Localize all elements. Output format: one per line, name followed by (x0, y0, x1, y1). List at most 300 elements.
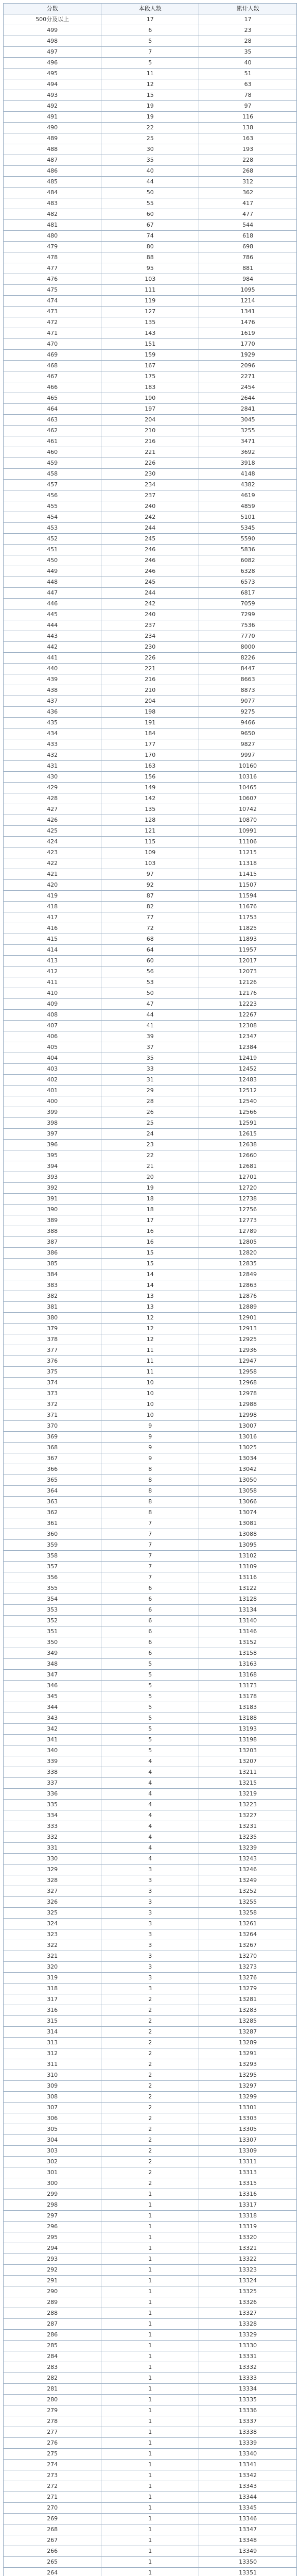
table-row (4, 2113, 297, 2124)
segment-count-cell: 31 (101, 1075, 199, 1086)
table-row (4, 923, 297, 934)
table-row (4, 382, 297, 393)
table-row (4, 361, 297, 371)
segment-count-cell: 5 (101, 1713, 199, 1724)
score-cell: 264 (4, 2568, 101, 2576)
score-cell: 403 (4, 1064, 101, 1075)
table-row (4, 1334, 297, 1345)
cumulative-count-cell: 8447 (199, 664, 297, 674)
cumulative-count-cell: 1476 (199, 317, 297, 328)
table-row (4, 2038, 297, 2048)
table-row (4, 2405, 297, 2416)
score-cell: 406 (4, 1031, 101, 1042)
table-row (4, 1237, 297, 1248)
segment-count-cell: 20 (101, 1172, 199, 1183)
cumulative-count-cell: 13305 (199, 2124, 297, 2135)
cumulative-count-cell: 13207 (199, 1756, 297, 1767)
cumulative-count-cell: 6573 (199, 577, 297, 588)
score-cell: 364 (4, 1486, 101, 1497)
segment-count-cell: 5 (101, 58, 199, 69)
cumulative-count-cell: 13134 (199, 1605, 297, 1616)
score-cell: 412 (4, 967, 101, 977)
table-row (4, 123, 297, 133)
table-row (4, 772, 297, 783)
cumulative-count-cell: 10316 (199, 772, 297, 783)
segment-count-cell: 6 (101, 1594, 199, 1605)
segment-count-cell: 246 (101, 545, 199, 555)
cumulative-count-cell: 12978 (199, 1388, 297, 1399)
segment-count-cell: 12 (101, 1313, 199, 1324)
segment-count-cell: 18 (101, 1205, 199, 1215)
table-row (4, 1302, 297, 1313)
segment-count-cell: 1 (101, 2481, 199, 2492)
segment-count-cell: 183 (101, 382, 199, 393)
score-cell: 311 (4, 2059, 101, 2070)
segment-count-cell: 3 (101, 1919, 199, 1929)
table-row (4, 426, 297, 436)
cumulative-count-cell: 10160 (199, 761, 297, 772)
table-row (4, 1691, 297, 1702)
score-cell: 479 (4, 242, 101, 252)
score-cell: 380 (4, 1313, 101, 1324)
cumulative-count-cell: 13346 (199, 2514, 297, 2524)
cumulative-count-cell: 268 (199, 166, 297, 177)
score-cell: 425 (4, 826, 101, 837)
segment-count-cell: 5 (101, 1670, 199, 1681)
segment-count-cell: 135 (101, 804, 199, 815)
table-row (4, 2005, 297, 2016)
segment-count-cell: 39 (101, 1031, 199, 1042)
table-row (4, 339, 297, 350)
table-row (4, 2016, 297, 2027)
cumulative-count-cell: 138 (199, 123, 297, 133)
table-row (4, 1497, 297, 1507)
segment-count-cell: 5 (101, 36, 199, 47)
score-cell: 390 (4, 1205, 101, 1215)
cumulative-count-cell: 7536 (199, 620, 297, 631)
segment-count-cell: 5 (101, 1691, 199, 1702)
cumulative-count-cell: 11415 (199, 869, 297, 880)
score-cell: 448 (4, 577, 101, 588)
segment-count-cell: 103 (101, 274, 199, 285)
cumulative-count-cell: 13285 (199, 2016, 297, 2027)
table-row (4, 1183, 297, 1194)
table-row (4, 2427, 297, 2438)
score-cell: 393 (4, 1172, 101, 1183)
cumulative-count-cell: 13289 (199, 2038, 297, 2048)
table-row (4, 988, 297, 999)
cumulative-count-cell: 2841 (199, 404, 297, 415)
cumulative-count-cell: 13095 (199, 1540, 297, 1551)
table-row (4, 1875, 297, 1886)
table-row (4, 2222, 297, 2232)
table-row (4, 2460, 297, 2470)
cumulative-count-cell: 3692 (199, 447, 297, 458)
cumulative-count-cell: 13327 (199, 2308, 297, 2319)
segment-count-cell: 4 (101, 1810, 199, 1821)
score-cell: 379 (4, 1324, 101, 1334)
cumulative-count-cell: 13188 (199, 1713, 297, 1724)
cumulative-count-cell: 13299 (199, 2092, 297, 2103)
cumulative-count-cell: 13337 (199, 2416, 297, 2427)
score-cell: 340 (4, 1745, 101, 1756)
segment-count-cell: 50 (101, 988, 199, 999)
cumulative-count-cell: 12452 (199, 1064, 297, 1075)
cumulative-count-cell: 3471 (199, 436, 297, 447)
score-cell: 384 (4, 1269, 101, 1280)
table-row (4, 1421, 297, 1432)
segment-count-cell: 9 (101, 1421, 199, 1432)
segment-count-cell: 216 (101, 436, 199, 447)
cumulative-count-cell: 4148 (199, 469, 297, 480)
table-row (4, 2048, 297, 2059)
score-cell: 265 (4, 2557, 101, 2568)
segment-count-cell: 226 (101, 458, 199, 469)
cumulative-count-cell: 10465 (199, 783, 297, 793)
table-row (4, 404, 297, 415)
cumulative-count-cell: 6817 (199, 588, 297, 599)
cumulative-count-cell: 13328 (199, 2319, 297, 2330)
cumulative-count-cell: 12681 (199, 1161, 297, 1172)
cumulative-count-cell: 193 (199, 144, 297, 155)
cumulative-count-cell: 13335 (199, 2395, 297, 2405)
segment-count-cell: 9 (101, 1432, 199, 1443)
segment-count-cell: 8 (101, 1486, 199, 1497)
score-cell: 338 (4, 1767, 101, 1778)
table-row (4, 166, 297, 177)
segment-count-cell: 230 (101, 642, 199, 653)
score-cell: 396 (4, 1140, 101, 1150)
segment-count-cell: 237 (101, 620, 199, 631)
segment-count-cell: 67 (101, 220, 199, 231)
cumulative-count-cell: 2096 (199, 361, 297, 371)
score-cell: 373 (4, 1388, 101, 1399)
cumulative-count-cell: 13163 (199, 1659, 297, 1670)
segment-count-cell: 2 (101, 2157, 199, 2167)
cumulative-count-cell: 13283 (199, 2005, 297, 2016)
score-cell: 345 (4, 1691, 101, 1702)
table-row (4, 793, 297, 804)
cumulative-count-cell: 12384 (199, 1042, 297, 1053)
cumulative-count-cell: 6082 (199, 555, 297, 566)
score-cell: 269 (4, 2514, 101, 2524)
score-cell: 274 (4, 2460, 101, 2470)
table-row (4, 2211, 297, 2222)
segment-count-cell: 1 (101, 2211, 199, 2222)
segment-count-cell: 1 (101, 2557, 199, 2568)
cumulative-count-cell: 11676 (199, 902, 297, 912)
cumulative-count-cell: 13317 (199, 2200, 297, 2211)
segment-count-cell: 1 (101, 2405, 199, 2416)
cumulative-count-cell: 13281 (199, 1994, 297, 2005)
score-cell: 344 (4, 1702, 101, 1713)
cumulative-count-cell: 13025 (199, 1443, 297, 1453)
segment-count-cell: 23 (101, 1140, 199, 1150)
cumulative-count-cell: 618 (199, 231, 297, 242)
cumulative-count-cell: 8226 (199, 653, 297, 664)
segment-count-cell: 4 (101, 1854, 199, 1865)
table-row (4, 101, 297, 112)
segment-count-cell: 2 (101, 2135, 199, 2146)
segment-count-cell: 204 (101, 415, 199, 426)
table-row (4, 25, 297, 36)
score-cell: 484 (4, 188, 101, 198)
score-cell: 272 (4, 2481, 101, 2492)
score-cell: 428 (4, 793, 101, 804)
cumulative-count-cell: 13307 (199, 2135, 297, 2146)
segment-count-cell: 4 (101, 1832, 199, 1843)
table-row (4, 1259, 297, 1269)
table-row (4, 2103, 297, 2113)
score-cell: 454 (4, 512, 101, 523)
table-row (4, 1789, 297, 1800)
segment-count-cell: 29 (101, 1086, 199, 1096)
score-cell: 317 (4, 1994, 101, 2005)
table-row (4, 1800, 297, 1810)
cumulative-count-cell: 12958 (199, 1367, 297, 1378)
segment-count-cell: 21 (101, 1161, 199, 1172)
table-row (4, 545, 297, 555)
segment-count-cell: 2 (101, 2070, 199, 2081)
table-row (4, 1280, 297, 1291)
cumulative-count-cell: 11594 (199, 891, 297, 902)
score-cell: 431 (4, 761, 101, 772)
table-body (4, 4, 297, 2576)
segment-count-cell: 7 (101, 1540, 199, 1551)
score-cell: 327 (4, 1886, 101, 1897)
cumulative-count-cell: 13326 (199, 2297, 297, 2308)
segment-count-cell: 2 (101, 2124, 199, 2135)
score-cell: 482 (4, 209, 101, 220)
cumulative-count-cell: 13261 (199, 1919, 297, 1929)
segment-count-cell: 1 (101, 2362, 199, 2373)
segment-count-cell: 234 (101, 480, 199, 490)
score-cell: 410 (4, 988, 101, 999)
segment-count-cell: 6 (101, 25, 199, 36)
table-row (4, 307, 297, 317)
segment-count-cell: 237 (101, 490, 199, 501)
table-row (4, 2503, 297, 2514)
segment-count-cell: 5 (101, 1659, 199, 1670)
table-row (4, 534, 297, 545)
table-row (4, 523, 297, 534)
segment-count-cell: 4 (101, 1789, 199, 1800)
cumulative-count-cell: 13343 (199, 2481, 297, 2492)
segment-count-cell: 1 (101, 2286, 199, 2297)
cumulative-count-cell: 6328 (199, 566, 297, 577)
segment-count-cell: 2 (101, 2027, 199, 2038)
score-cell: 434 (4, 728, 101, 739)
cumulative-count-cell: 10607 (199, 793, 297, 804)
cumulative-count-cell: 12773 (199, 1215, 297, 1226)
score-cell: 449 (4, 566, 101, 577)
segment-count-cell: 35 (101, 1053, 199, 1064)
table-row (4, 220, 297, 231)
segment-count-cell: 3 (101, 1984, 199, 1994)
segment-count-cell: 3 (101, 1897, 199, 1908)
table-row (4, 2416, 297, 2427)
segment-count-cell: 7 (101, 1518, 199, 1529)
segment-count-cell: 1 (101, 2254, 199, 2265)
score-cell: 362 (4, 1507, 101, 1518)
cumulative-count-cell: 3918 (199, 458, 297, 469)
score-cell: 405 (4, 1042, 101, 1053)
table-row (4, 415, 297, 426)
cumulative-count-cell: 12849 (199, 1269, 297, 1280)
segment-count-cell: 92 (101, 880, 199, 891)
score-cell: 447 (4, 588, 101, 599)
score-cell: 472 (4, 317, 101, 328)
score-cell: 385 (4, 1259, 101, 1269)
segment-count-cell: 246 (101, 555, 199, 566)
cumulative-count-cell: 13058 (199, 1486, 297, 1497)
table-row (4, 133, 297, 144)
table-row (4, 1021, 297, 1031)
table-row (4, 2059, 297, 2070)
cumulative-count-cell: 13303 (199, 2113, 297, 2124)
segment-count-cell: 12 (101, 1324, 199, 1334)
score-cell: 370 (4, 1421, 101, 1432)
segment-count-cell: 1 (101, 2351, 199, 2362)
score-cell: 450 (4, 555, 101, 566)
cumulative-count-cell: 12419 (199, 1053, 297, 1064)
score-cell: 292 (4, 2265, 101, 2276)
score-cell: 444 (4, 620, 101, 631)
segment-count-cell: 15 (101, 1248, 199, 1259)
cumulative-count-cell: 13332 (199, 2362, 297, 2373)
segment-count-cell: 15 (101, 90, 199, 101)
cumulative-count-cell: 12540 (199, 1096, 297, 1107)
score-cell: 337 (4, 1778, 101, 1789)
score-cell: 404 (4, 1053, 101, 1064)
score-cell: 459 (4, 458, 101, 469)
table-row (4, 880, 297, 891)
table-row (4, 2135, 297, 2146)
table-row (4, 804, 297, 815)
cumulative-count-cell: 12638 (199, 1140, 297, 1150)
segment-count-cell: 12 (101, 1334, 199, 1345)
segment-count-cell: 53 (101, 977, 199, 988)
segment-count-cell: 68 (101, 934, 199, 945)
segment-count-cell: 2 (101, 2005, 199, 2016)
segment-count-cell: 6 (101, 1583, 199, 1594)
score-cell: 351 (4, 1626, 101, 1637)
segment-count-cell: 4 (101, 1767, 199, 1778)
segment-count-cell: 245 (101, 534, 199, 545)
segment-count-cell: 2 (101, 2167, 199, 2178)
score-cell: 438 (4, 685, 101, 696)
table-row (4, 2373, 297, 2384)
cumulative-count-cell: 362 (199, 188, 297, 198)
cumulative-count-cell: 8663 (199, 674, 297, 685)
table-row (4, 1042, 297, 1053)
score-cell: 285 (4, 2341, 101, 2351)
table-row (4, 642, 297, 653)
segment-count-cell: 5 (101, 1702, 199, 1713)
table-row (4, 631, 297, 642)
segment-count-cell: 11 (101, 1345, 199, 1356)
segment-count-cell: 26 (101, 1107, 199, 1118)
table-row (4, 2514, 297, 2524)
score-cell: 381 (4, 1302, 101, 1313)
table-row (4, 653, 297, 664)
segment-count-cell: 25 (101, 133, 199, 144)
cumulative-count-cell: 13258 (199, 1908, 297, 1919)
cumulative-count-cell: 13295 (199, 2070, 297, 2081)
score-cell: 283 (4, 2362, 101, 2373)
segment-count-cell: 77 (101, 912, 199, 923)
score-cell: 417 (4, 912, 101, 923)
cumulative-count-cell: 12835 (199, 1259, 297, 1269)
score-cell: 324 (4, 1919, 101, 1929)
cumulative-count-cell: 13311 (199, 2157, 297, 2167)
score-cell: 477 (4, 263, 101, 274)
cumulative-count-cell: 12756 (199, 1205, 297, 1215)
segment-count-cell: 2 (101, 2092, 199, 2103)
table-row (4, 566, 297, 577)
segment-count-cell: 142 (101, 793, 199, 804)
cumulative-count-cell: 97 (199, 101, 297, 112)
score-distribution-sheet (3, 3, 297, 2576)
segment-count-cell: 50 (101, 188, 199, 198)
score-cell: 314 (4, 2027, 101, 2038)
cumulative-count-cell: 13316 (199, 2189, 297, 2200)
segment-count-cell: 72 (101, 923, 199, 934)
table-row (4, 198, 297, 209)
segment-count-cell: 3 (101, 1973, 199, 1984)
score-cell: 313 (4, 2038, 101, 2048)
segment-count-cell: 240 (101, 501, 199, 512)
table-row (4, 1432, 297, 1443)
table-row (4, 1745, 297, 1756)
score-cell: 291 (4, 2276, 101, 2286)
score-cell: 445 (4, 609, 101, 620)
score-cell: 493 (4, 90, 101, 101)
score-cell: 457 (4, 480, 101, 490)
table-row (4, 599, 297, 609)
score-cell: 462 (4, 426, 101, 436)
table-row (4, 2027, 297, 2038)
table-row (4, 447, 297, 458)
segment-count-cell: 4 (101, 1800, 199, 1810)
segment-count-cell: 11 (101, 69, 199, 79)
segment-count-cell: 221 (101, 664, 199, 674)
segment-count-cell: 30 (101, 144, 199, 155)
cumulative-count-cell: 8873 (199, 685, 297, 696)
segment-count-cell: 3 (101, 1951, 199, 1962)
segment-count-cell: 2 (101, 2146, 199, 2157)
cumulative-count-cell: 13116 (199, 1572, 297, 1583)
score-cell: 498 (4, 36, 101, 47)
segment-count-cell: 151 (101, 339, 199, 350)
table-row (4, 188, 297, 198)
score-cell: 446 (4, 599, 101, 609)
segment-count-cell: 1 (101, 2460, 199, 2470)
segment-count-cell: 149 (101, 783, 199, 793)
table-row (4, 1865, 297, 1875)
table-row (4, 1778, 297, 1789)
score-cell: 368 (4, 1443, 101, 1453)
cumulative-count-cell: 12308 (199, 1021, 297, 1031)
segment-count-cell: 7 (101, 1529, 199, 1540)
cumulative-count-cell: 12913 (199, 1324, 297, 1334)
table-row (4, 2319, 297, 2330)
table-row (4, 1410, 297, 1421)
cumulative-count-cell: 12889 (199, 1302, 297, 1313)
score-cell: 421 (4, 869, 101, 880)
score-cell: 302 (4, 2157, 101, 2167)
score-cell: 367 (4, 1453, 101, 1464)
